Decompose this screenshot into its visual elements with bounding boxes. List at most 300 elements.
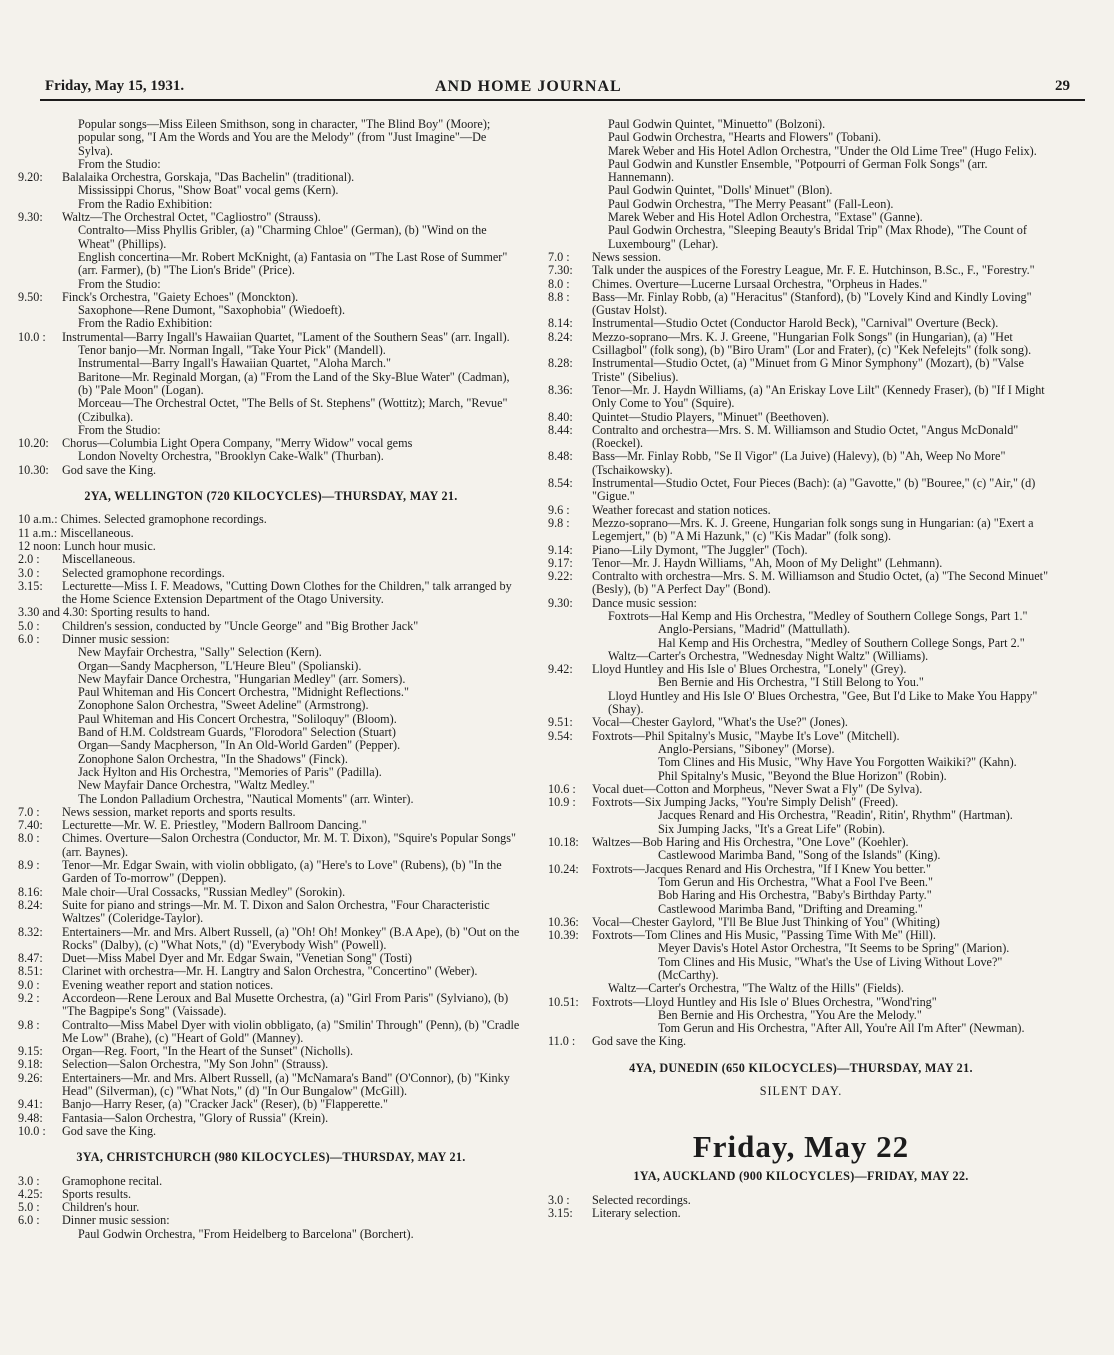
listing-entry <box>548 956 1054 983</box>
listing-entry <box>548 690 1054 717</box>
listing-entry <box>18 952 524 965</box>
listing-entry <box>548 809 1054 822</box>
listing-entry <box>548 411 1054 424</box>
listing-entry <box>18 464 524 477</box>
listing-entry <box>548 357 1054 384</box>
listing-entry <box>548 942 1054 955</box>
listing-time: 6.0 : <box>18 1213 40 1228</box>
listing-entry <box>18 606 524 619</box>
listing-time: 8.47: <box>18 951 43 966</box>
listing-time: 2.0 : <box>18 552 40 567</box>
listing-text: Banjo—Harry Reser, (a) "Cracker Jack" (Reser), (b) "Flapperette." <box>62 1097 388 1112</box>
listing-text: Dance music session: <box>592 595 697 610</box>
listing-time: 7.0 : <box>18 804 40 819</box>
page-number: 29 <box>1055 78 1070 94</box>
listing-text: From the Studio: <box>78 276 161 291</box>
listing-entry <box>548 264 1054 277</box>
listing-time: 10.6 : <box>548 781 576 796</box>
listing-time: 9.42: <box>548 662 573 677</box>
listing-text: Tom Clines and His Music, "What's the Use of Living Without Love?" (McCarthy). <box>658 954 1003 982</box>
listing-text: Paul Godwin Quintet, "Minuetto" (Bolzoni). <box>608 117 826 131</box>
listing-text: Instrumental—Studio Octet, (a) "Minuet from G Minor Symphony" (Mozart), (b) "Valse Triste" (Sibelius). <box>592 356 1024 384</box>
listing-text: Foxtrots—Hal Kemp and His Orchestra, "Medley of Southern College Songs, Part 1." <box>608 608 1028 623</box>
listing-text: Foxtrots—Jacques Renard and His Orchestra, "If I Knew You better." <box>592 861 931 876</box>
listing-text: Chimes. Overture—Lucerne Lursaal Orchestra, "Orpheus in Hades." <box>592 276 928 291</box>
listing-text: New Mayfair Dance Orchestra, "Hungarian Medley" (arr. Somers). <box>78 671 406 686</box>
listing-text: Organ—Sandy Macpherson, "L'Heure Bleu" (Spolianski). <box>78 658 362 673</box>
listing-entry <box>548 450 1054 477</box>
listing-entry <box>18 686 524 699</box>
listing-entry <box>18 211 524 224</box>
listing-entry <box>18 753 524 766</box>
listing-entry <box>18 1045 524 1058</box>
listing-entry <box>548 623 1054 636</box>
listing-entry <box>548 1194 1054 1207</box>
listing-text: News session. <box>592 249 662 264</box>
listing-time: 9.22: <box>548 569 573 584</box>
listing-entry <box>18 886 524 899</box>
listing-text: New Mayfair Dance Orchestra, "Waltz Medley." <box>78 778 315 793</box>
listing-entry <box>548 756 1054 769</box>
listing-time: 8.32: <box>18 924 43 939</box>
listing-time: 9.2 : <box>18 991 40 1005</box>
listing-entry <box>548 291 1054 318</box>
listing-entry <box>548 544 1054 557</box>
listing-entry <box>548 610 1054 623</box>
listing-text: Foxtrots—Six Jumping Jacks, "You're Simply Delish" (Freed). <box>592 795 899 810</box>
listing-entry <box>548 836 1054 849</box>
section-title-4ya: 4YA, DUNEDIN (650 KILOCYCLES)—THURSDAY, MAY 21. <box>629 1060 973 1075</box>
listing-text: The London Palladium Orchestra, "Nautical Moments" (arr. Winter). <box>78 791 414 806</box>
header-rule <box>40 99 1085 101</box>
listing-time: 8.8 : <box>548 289 570 304</box>
listing-time: 8.14: <box>548 316 573 331</box>
listing-entry <box>548 597 1054 610</box>
listing-time: 10.0 : <box>18 329 46 344</box>
listing-entry <box>18 540 524 553</box>
listing-time: 8.24: <box>18 897 43 912</box>
listing-entry <box>18 819 524 832</box>
listing-entry <box>18 1228 524 1241</box>
listing-entry <box>548 570 1054 597</box>
listing-time: 5.0 : <box>18 1200 40 1215</box>
listing-entry <box>548 384 1054 411</box>
listing-text: Tenor—Mr. J. Haydn Williams, (a) "An Eriskay Love Lilt" (Kennedy Fraser), (b) "If I Might Only Come to You" (Squire). <box>592 382 1045 411</box>
listing-text: Selected recordings. <box>592 1192 691 1207</box>
listing-time: 9.20: <box>18 170 43 185</box>
listing-time: 9.30: <box>18 210 43 225</box>
listing-entry <box>548 331 1054 358</box>
listing-text: Marek Weber and His Hotel Adlon Orchestra, "Under the Old Lime Tree" (Hugo Felix). <box>608 143 1037 158</box>
listing-entry <box>18 806 524 819</box>
listing-text: Foxtrots—Tom Clines and His Music, "Passing Time With Me" (Hill). <box>592 928 936 943</box>
listing-text: Anglo-Persians, "Siboney" (Morse). <box>658 741 835 756</box>
listing-text: Clarinet with orchestra—Mr. H. Langtry and Salon Orchestra, "Concertino" (Weber). <box>62 964 478 979</box>
listing-text: Paul Godwin Orchestra, "Hearts and Flowers" (Tobani). <box>608 130 882 145</box>
listing-text: Six Jumping Jacks, "It's a Great Life" (Robin). <box>658 821 886 836</box>
listing-entry <box>18 1098 524 1111</box>
listing-entry <box>18 1214 524 1227</box>
listing-entry <box>548 876 1054 889</box>
listing-entry <box>548 770 1054 783</box>
listing-entry <box>548 118 1054 131</box>
listing-entry <box>18 620 524 633</box>
listing-text: Saxophone—Rene Dumont, "Saxophobia" (Wiedoeft). <box>78 303 346 318</box>
listing-entry <box>18 633 524 646</box>
listing-entry <box>18 1058 524 1071</box>
listing-entry <box>18 371 524 398</box>
listing-entry <box>18 1112 524 1125</box>
listing-entry <box>548 663 1054 676</box>
listing-text: Instrumental—Studio Octet (Conductor Harold Beck), "Carnival" Overture (Beck). <box>592 316 999 331</box>
listing-entry <box>18 1125 524 1138</box>
listing-entry <box>548 158 1054 185</box>
listing-time: 9.30: <box>548 595 573 610</box>
listing-entry <box>18 1201 524 1214</box>
listing-text: Waltz—The Orchestral Octet, "Cagliostro" (Strauss). <box>62 210 321 225</box>
listing-text: From the Radio Exhibition: <box>78 196 213 211</box>
right-block-5 <box>548 1194 1054 1221</box>
listing-text: Castlewood Marimba Band, "Drifting and Dreaming." <box>658 901 923 916</box>
listing-entry <box>18 726 524 739</box>
listing-entry <box>18 357 524 370</box>
listing-entry <box>548 783 1054 796</box>
listing-text: God save the King. <box>62 462 157 477</box>
listing-entry <box>548 823 1054 836</box>
listing-entry <box>548 224 1054 251</box>
listing-text: Waltz—Carter's Orchestra, "The Waltz of the Hills" (Fields). <box>608 981 904 996</box>
listing-text: Children's session, conducted by "Uncle George" and "Big Brother Jack" <box>62 618 419 633</box>
listing-text: Paul Godwin Quintet, "Dolls' Minuet" (Blon). <box>608 183 833 198</box>
listing-text: Finck's Orchestra, "Gaiety Echoes" (Monckton). <box>62 289 299 304</box>
listing-entry <box>18 291 524 304</box>
listing-entry <box>18 397 524 424</box>
listing-text: God save the King. <box>62 1123 157 1138</box>
listing-time: 8.28: <box>548 356 573 371</box>
left-block-2 <box>18 513 524 1138</box>
listing-text: Dinner music session: <box>62 1213 170 1228</box>
listing-text: Vocal—Chester Gaylord, "What's the Use?" (Jones). <box>592 715 848 730</box>
listing-text: From the Studio: <box>78 156 161 171</box>
listing-time: 9.14: <box>548 542 573 557</box>
listing-entry <box>18 198 524 211</box>
section-title-2ya: 2YA, WELLINGTON (720 KILOCYCLES)—THURSDAY, MAY 21. <box>84 489 458 504</box>
listing-entry <box>548 317 1054 330</box>
listing-text: Jack Hylton and His Orchestra, "Memories of Paris" (Padilla). <box>78 764 382 779</box>
listing-time: 8.9 : <box>18 858 40 873</box>
listing-text: Paul Godwin Orchestra, "The Merry Peasant" (Fall-Leon). <box>608 196 894 211</box>
listing-text: Instrumental—Studio Octet, Four Pieces (Bach): (a) "Gavotte," (b) "Bouree," (c) "Air," (d) "Gigue." <box>592 476 1036 504</box>
listing-time: 7.30: <box>548 263 573 278</box>
listing-entry <box>548 730 1054 743</box>
listing-text: Vocal—Chester Gaylord, "I'll Be Blue Just Thinking of You" (Whiting) <box>592 914 940 929</box>
listing-time: 7.0 : <box>548 249 570 264</box>
listing-text: Mezzo-soprano—Mrs. K. J. Greene, Hungarian folk songs sung in Hungarian: (a) "Exert a Legemjert," (b) "A Mi Hazunk," (c) "Kis Madar" (folk song). <box>592 515 1034 544</box>
listing-time: 3.15: <box>18 578 43 593</box>
listing-text: Entertainers—Mr. and Mrs. Albert Russell, (a) "Oh! Oh! Monkey" (B.A Ape), (b) "Out on the Rocks" (Dalby), (c) "What Nots," (d) "Everybody Wish" (Powell). <box>62 924 520 952</box>
listing-entry <box>18 713 524 726</box>
listing-time: 11.0 : <box>548 1034 576 1049</box>
right-column <box>548 118 1054 1220</box>
listing-text: Selection—Salon Orchestra, "My Son John" (Strauss). <box>62 1057 329 1072</box>
listing-text: Foxtrots—Phil Spitalny's Music, "Maybe It's Love" (Mitchell). <box>592 728 900 743</box>
listing-text: Waltzes—Bob Haring and His Orchestra, "One Love" (Koehler). <box>592 835 909 850</box>
listing-text: Tenor—Mr. Edgar Swain, with violin obbligato, (a) "Here's to Love" (Rubens), (b) "In the Garden of To-morrow" (Deppen). <box>62 858 502 886</box>
listing-entry <box>18 1072 524 1099</box>
listing-entry <box>18 331 524 344</box>
listing-entry <box>548 637 1054 650</box>
listing-text: Organ—Sandy Macpherson, "In An Old-World Garden" (Pepper). <box>78 738 401 753</box>
listing-text: New Mayfair Orchestra, "Sally" Selection (Kern). <box>78 645 322 660</box>
listing-text: Quintet—Studio Players, "Minuet" (Beethoven). <box>592 409 830 424</box>
listing-text: Chorus—Columbia Light Opera Company, "Merry Widow" vocal gems <box>62 436 413 451</box>
listing-entry <box>18 567 524 580</box>
listing-time: 10.0 : <box>18 1123 46 1138</box>
listing-text: Contralto—Miss Mabel Dyer with violin obbligato, (a) "Smilin' Through" (Penn), (b) "Cradle Me Low" (Brahe), (c) "Heart of Gold" (Manney). <box>62 1017 520 1045</box>
listing-text: Mezzo-soprano—Mrs. K. J. Greene, "Hungarian Folk Songs" (in Hungarian), (a) "Het Csillagbol" (folk song), (b) "Biro Uram" (Lor and Frater), (c) "Kek Nefelejts" (folk song). <box>592 329 1032 358</box>
listing-entry <box>18 646 524 659</box>
listing-text: Paul Godwin Orchestra, "From Heidelberg to Barcelona" (Borchert). <box>78 1226 414 1241</box>
listing-time: 3.15: <box>548 1205 573 1220</box>
listing-time: 9.48: <box>18 1110 43 1125</box>
listing-text: Band of H.M. Coldstream Guards, "Florodora" Selection (Stuart) <box>78 725 396 740</box>
listing-entry <box>548 716 1054 729</box>
listing-time: 10.30: <box>18 462 49 477</box>
listing-entry <box>18 513 524 526</box>
section-title-3ya: 3YA, CHRISTCHURCH (980 KILOCYCLES)—THURSDAY, MAY 21. <box>76 1150 466 1165</box>
header-journal-title: AND HOME JOURNAL <box>435 78 622 95</box>
listing-text: Fantasia—Salon Orchestra, "Glory of Russia" (Krein). <box>62 1110 329 1125</box>
listing-entry <box>548 517 1054 544</box>
listing-entry <box>18 859 524 886</box>
listing-time: 9.41: <box>18 1097 43 1112</box>
listing-text: Children's hour. <box>62 1200 140 1215</box>
silent-day-label: SILENT DAY. <box>759 1084 843 1099</box>
listing-text: Selected gramophone recordings. <box>62 565 225 580</box>
listing-text: Tenor banjo—Mr. Norman Ingall, "Take Your Pick" (Mandell). <box>78 343 386 358</box>
listing-text: Literary selection. <box>592 1205 681 1220</box>
listing-text: Ben Bernie and His Orchestra, "You Are the Melody." <box>658 1007 922 1022</box>
listing-entry <box>548 278 1054 291</box>
listing-text: Vocal duet—Cotton and Morpheus, "Never Swat a Fly" (De Sylva). <box>592 781 923 796</box>
listing-text: Bob Haring and His Orchestra, "Baby's Birthday Party." <box>658 888 932 903</box>
listing-entry <box>548 1207 1054 1220</box>
listing-time: 10.20: <box>18 436 49 451</box>
listing-entry <box>548 676 1054 689</box>
listing-text: Jacques Renard and His Orchestra, "Readin', Ritin', Rhythm" (Hartman). <box>658 808 1013 823</box>
left-column <box>18 118 524 1241</box>
listing-text: Dinner music session: <box>62 631 170 646</box>
listing-entry <box>18 580 524 607</box>
listing-text: Paul Whiteman and His Concert Orchestra, "Midnight Reflections." <box>78 685 409 700</box>
listing-entry <box>18 832 524 859</box>
listing-text: Hal Kemp and His Orchestra, "Medley of Southern College Songs, Part 2." <box>658 635 1025 650</box>
listing-time: 10.51: <box>548 994 579 1009</box>
listing-entry <box>548 424 1054 451</box>
listing-time: 9.18: <box>18 1057 43 1072</box>
listing-entry <box>548 849 1054 862</box>
listing-text: 12 noon: Lunch hour music. <box>18 538 156 553</box>
listing-entry <box>18 673 524 686</box>
listing-entry <box>18 926 524 953</box>
listing-text: Talk under the auspices of the Forestry League, Mr. F. E. Hutchinson, B.Sc., F., "Forestry." <box>592 263 1035 278</box>
listing-entry <box>18 699 524 712</box>
listing-text: Castlewood Marimba Band, "Song of the Islands" (King). <box>658 848 941 863</box>
listing-entry <box>18 184 524 197</box>
listing-entry <box>18 344 524 357</box>
listing-text: 3.30 and 4.30: Sporting results to hand. <box>18 605 210 620</box>
listing-text: Evening weather report and station notices. <box>62 977 274 992</box>
listing-entry <box>548 982 1054 995</box>
listing-time: 4.25: <box>18 1186 43 1201</box>
header-date: Friday, May 15, 1931. <box>45 78 185 94</box>
listing-entry <box>18 304 524 317</box>
listing-entry <box>18 317 524 330</box>
listing-entry <box>548 863 1054 876</box>
listing-text: Waltz—Carter's Orchestra, "Wednesday Night Waltz" (Williams). <box>608 648 929 663</box>
listing-entry <box>18 437 524 450</box>
listing-text: Accordeon—Rene Leroux and Bal Musette Orchestra, (a) "Girl From Paris" (Sylviano), (b) "The Bagpipe's Song" (Vaissade). <box>62 991 509 1019</box>
listing-entry <box>548 916 1054 929</box>
listing-entry <box>548 557 1054 570</box>
listing-text: Lecturette—Miss I. F. Meadows, "Cutting Down Clothes for the Children," talk arranged by the Home Science Extension Department of the Otago University. <box>62 578 512 607</box>
listing-text: From the Radio Exhibition: <box>78 316 213 331</box>
listing-text: Weather forecast and station notices. <box>592 502 771 517</box>
listing-time: 9.8 : <box>548 515 570 530</box>
listing-text: Chimes. Overture—Salon Orchestra (Conductor, Mr. M. T. Dixon), "Squire's Popular Songs" (arr. Baynes). <box>62 831 516 859</box>
listing-text: Paul Whiteman and His Concert Orchestra, "Soliloquy" (Bloom). <box>78 711 397 726</box>
listing-entry <box>548 184 1054 197</box>
listing-entry <box>548 996 1054 1009</box>
listing-entry <box>548 903 1054 916</box>
listing-time: 8.48: <box>548 449 573 464</box>
listing-text: 11 a.m.: Miscellaneous. <box>18 525 134 540</box>
listing-text: Lloyd Huntley and His Isle o' Blues Orchestra, "Lonely" (Grey). <box>592 662 907 677</box>
listing-text: Organ—Reg. Foort, "In the Heart of the Sunset" (Nicholls). <box>62 1044 354 1059</box>
listing-time: 10.18: <box>548 835 579 850</box>
listing-time: 5.0 : <box>18 618 40 633</box>
listing-entry <box>18 158 524 171</box>
listing-text: Paul Godwin Orchestra, "Sleeping Beauty's Bridal Trip" (Max Rhode), "The Count of Luxembourg" (Lehar). <box>608 223 1027 251</box>
listing-entry <box>18 899 524 926</box>
listing-time: 10.39: <box>548 928 579 943</box>
listing-text: English concertina—Mr. Robert McKnight, (a) Fantasia on "The Last Rose of Summer" (arr. Farmer), (b) "The Lion's Bride" (Price). <box>78 249 508 278</box>
listing-entry <box>548 504 1054 517</box>
listing-text: Instrumental—Barry Ingall's Hawaiian Quartet, "Lament of the Southern Seas" (arr. Ingall). <box>62 329 510 344</box>
listing-text: God save the King. <box>592 1034 687 1049</box>
day-heading: Friday, May 22 <box>692 1129 910 1165</box>
listing-entry <box>18 992 524 1019</box>
listing-text: Suite for piano and strings—Mr. M. T. Dixon and Salon Orchestra, "Four Characteristic Waltzes" (Coleridge-Taylor). <box>62 897 490 926</box>
listing-time: 8.0 : <box>548 276 570 291</box>
listing-entry <box>18 118 524 158</box>
listing-time: 9.6 : <box>548 502 570 517</box>
listing-entry <box>548 1009 1054 1022</box>
listing-time: 8.54: <box>548 476 573 491</box>
listing-entry <box>18 979 524 992</box>
listing-text: Contralto—Miss Phyllis Gribler, (a) "Charming Chloe" (German), (b) "Wind on the Wheat" (Phillips). <box>78 223 487 251</box>
listing-entry <box>548 796 1054 809</box>
listing-time: 9.51: <box>548 715 573 730</box>
listing-text: Lloyd Huntley and His Isle O' Blues Orchestra, "Gee, But I'd Like to Make You Happy" (Shay). <box>608 688 1038 717</box>
listing-text: Sports results. <box>62 1186 132 1201</box>
listing-time: 9.15: <box>18 1044 43 1059</box>
listing-time: 8.44: <box>548 422 573 437</box>
listing-entry <box>18 278 524 291</box>
listing-text: Tom Clines and His Music, "Why Have You Forgotten Waikiki?" (Kahn). <box>658 755 1017 770</box>
listing-text: Duet—Miss Mabel Dyer and Mr. Edgar Swain, "Venetian Song" (Tosti) <box>62 951 412 966</box>
listing-time: 10.24: <box>548 861 579 876</box>
listing-entry <box>548 929 1054 942</box>
listing-time: 8.16: <box>18 884 43 899</box>
listing-text: Contralto and orchestra—Mrs. S. M. Williamson and Studio Octet, "Angus McDonald" (Roeckel). <box>592 422 1019 451</box>
listing-text: Balalaika Orchestra, Gorskaja, "Das Bachelin" (traditional). <box>62 170 355 185</box>
section-title-1ya: 1YA, AUCKLAND (900 KILOCYCLES)—FRIDAY, MAY 22. <box>633 1169 969 1184</box>
listing-time: 8.40: <box>548 409 573 424</box>
listing-entry <box>548 251 1054 264</box>
listing-time: 9.0 : <box>18 977 40 992</box>
listing-time: 9.50: <box>18 289 43 304</box>
listing-text: Bass—Mr. Finlay Robb, (a) "Heracitus" (Stanford), (b) "Lovely Kind and Kindly Loving" (Gustav Holst). <box>592 289 1032 318</box>
listing-time: 3.0 : <box>548 1192 570 1207</box>
listing-text: Male choir—Ural Cossacks, "Russian Medley" (Sorokin). <box>62 884 346 899</box>
listing-entry <box>18 171 524 184</box>
listing-text: Tenor—Mr. J. Haydn Williams, "Ah, Moon of My Delight" (Lehmann). <box>592 555 943 570</box>
listing-entry <box>548 477 1054 504</box>
listing-text: Mississippi Chorus, "Show Boat" vocal gems (Kern). <box>78 183 339 198</box>
listing-text: 10 a.m.: Chimes. Selected gramophone recordings. <box>18 512 267 527</box>
listing-entry <box>548 650 1054 663</box>
listing-time: 8.0 : <box>18 831 40 846</box>
listing-text: Morceau—The Orchestral Octet, "The Bells of St. Stephens" (Wottitz); March, "Revue" (Czibulka). <box>78 396 508 424</box>
listing-entry <box>548 145 1054 158</box>
listing-text: Lecturette—Mr. W. E. Priestley, "Modern Ballroom Dancing." <box>62 818 367 833</box>
listing-text: Entertainers—Mr. and Mrs. Albert Russell, (a) "McNamara's Band" (O'Connor), (b) "Kinky Head" (Silverman), (c) "What Nots," (d) "In Our Bungalow" (McGill). <box>62 1070 510 1099</box>
listing-time: 10.36: <box>548 914 579 929</box>
listing-entry <box>18 224 524 251</box>
listing-entry <box>18 527 524 540</box>
listing-entry <box>18 424 524 437</box>
listing-entry <box>18 553 524 566</box>
listing-text: Paul Godwin and Kunstler Ensemble, "Potpourri of German Folk Songs" (arr. Hannemann). <box>608 156 988 185</box>
listing-entry <box>18 1175 524 1188</box>
listing-entry <box>548 1035 1054 1048</box>
listing-time: 9.26: <box>18 1070 43 1085</box>
listing-time: 8.36: <box>548 382 573 397</box>
listing-time: 9.54: <box>548 728 573 743</box>
listing-entry <box>18 450 524 463</box>
listing-text: Instrumental—Barry Ingall's Hawaiian Quartet, "Aloha March." <box>78 356 392 371</box>
listing-time: 10.9 : <box>548 795 576 810</box>
listing-text: Foxtrots—Lloyd Huntley and His Isle o' Blues Orchestra, "Wond'ring" <box>592 994 937 1009</box>
listing-entry <box>18 251 524 278</box>
listing-text: Ben Bernie and His Orchestra, "I Still Belong to You." <box>658 675 924 690</box>
listing-text: Piano—Lily Dymont, "The Juggler" (Toch). <box>592 542 808 557</box>
left-block-3 <box>18 1175 524 1241</box>
listing-entry <box>548 743 1054 756</box>
listing-text: London Novelty Orchestra, "Brooklyn Cake-Walk" (Thurban). <box>78 449 384 464</box>
listing-entry <box>18 766 524 779</box>
listing-text: News session, market reports and sports results. <box>62 804 296 819</box>
listing-text: Contralto with orchestra—Mrs. S. M. Williamson and Studio Octet, (a) "The Second Minuet" (Besly), (b) "A Perfect Day" (Bond). <box>592 569 1049 597</box>
listing-time: 8.24: <box>548 329 573 344</box>
right-block-1 <box>548 118 1054 1049</box>
listing-text: Popular songs—Miss Eileen Smithson, song in character, "The Blind Boy" (Moore); popular song, "I Am the Words and You are the Melody" (from "Just Imagine"—De Sylva). <box>78 117 491 158</box>
listing-entry <box>18 1019 524 1046</box>
listing-text: Tom Gerun and His Orchestra, "What a Fool I've Been." <box>658 874 933 889</box>
listing-entry <box>548 198 1054 211</box>
listing-entry <box>18 779 524 792</box>
